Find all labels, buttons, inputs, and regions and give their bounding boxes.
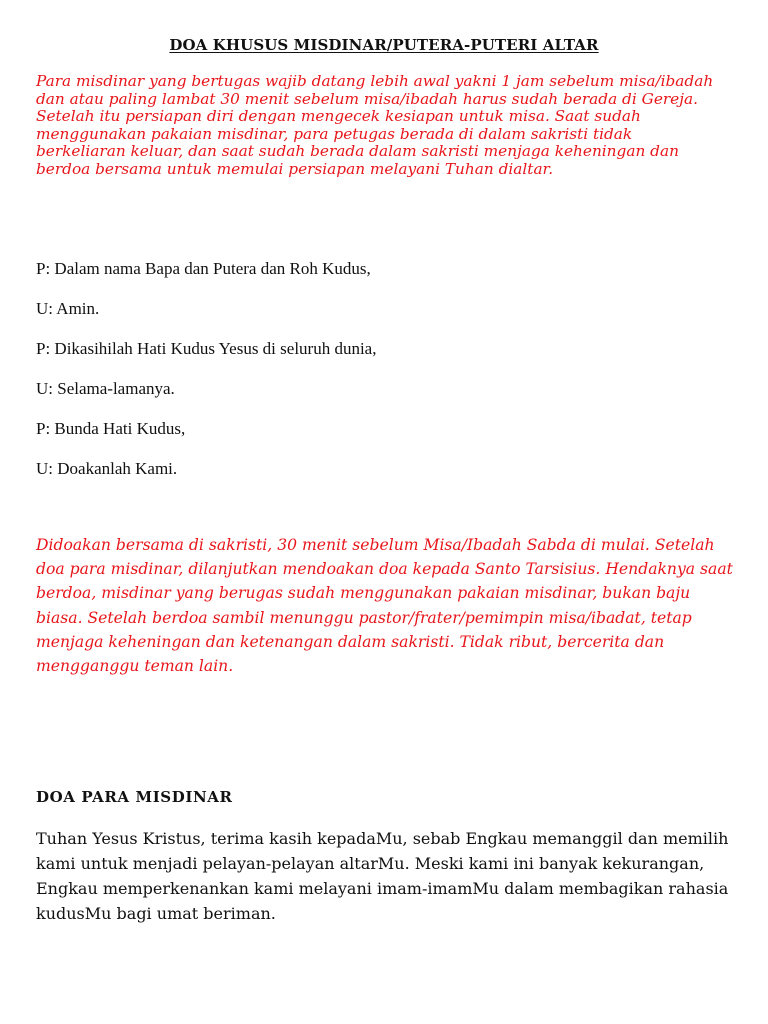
dialog-line: U: Doakanlah Kami.: [36, 459, 178, 478]
document-title: DOA KHUSUS MISDINAR/PUTERA-PUTERI ALTAR: [169, 36, 599, 54]
sacristy-instruction-note: Didoakan bersama di sakristi, 30 menit sebelum Misa/Ibadah Sabda di mulai. Setelah doa para misdinar, dilanjutkan mendoakan doa kepada Santo Tarsisius. Hendaknya saat berdoa, misdinar yang berugas sudah menggunakan pakaian misdinar, bukan baju biasa. Setelah berdoa sambil menunggu pastor/frater/pemimpin misa/ibadat, tetap menjaga keheningan dan ketenangan dalam sakristi. Tidak ribut, bercerita dan mengganggu teman lain.: [36, 536, 733, 676]
dialog-line: P: Dikasihilah Hati Kudus Yesus di seluruh dunia,: [36, 339, 377, 358]
section-heading: DOA PARA MISDINAR: [36, 788, 233, 806]
dialog-line: P: Bunda Hati Kudus,: [36, 419, 186, 438]
dialog-line: P: Dalam nama Bapa dan Putera dan Roh Kudus,: [36, 259, 371, 278]
intro-instruction-note: Para misdinar yang bertugas wajib datang lebih awal yakni 1 jam sebelum misa/ibadah dan atau paling lambat 30 menit sebelum misa/ibadah harus sudah berada di Gereja. Setelah itu persiapan diri dengan mengecek kesiapan untuk misa. Saat sudah menggunakan pakaian misdinar, para petugas berada di dalam sakristi tidak berkeliaran keluar, dan saat sudah berada dalam sakristi menjaga keheningan dan berdoa bersama untuk memulai persiapan melayani Tuhan dialtar.: [36, 72, 714, 178]
dialog-line: U: Selama-lamanya.: [36, 379, 175, 398]
prayer-dialog-list: [36, 258, 376, 498]
prayer-text: Tuhan Yesus Kristus, terima kasih kepadaMu, sebab Engkau memanggil dan memilih kami untuk menjadi pelayan-pelayan altarMu. Meski kami ini banyak kekurangan, Engkau memperkenankan kami melayani imam-imamMu dalam membagikan rahasia kudusMu bagi umat beriman.: [36, 829, 729, 923]
dialog-line: U: Amin.: [36, 299, 100, 318]
